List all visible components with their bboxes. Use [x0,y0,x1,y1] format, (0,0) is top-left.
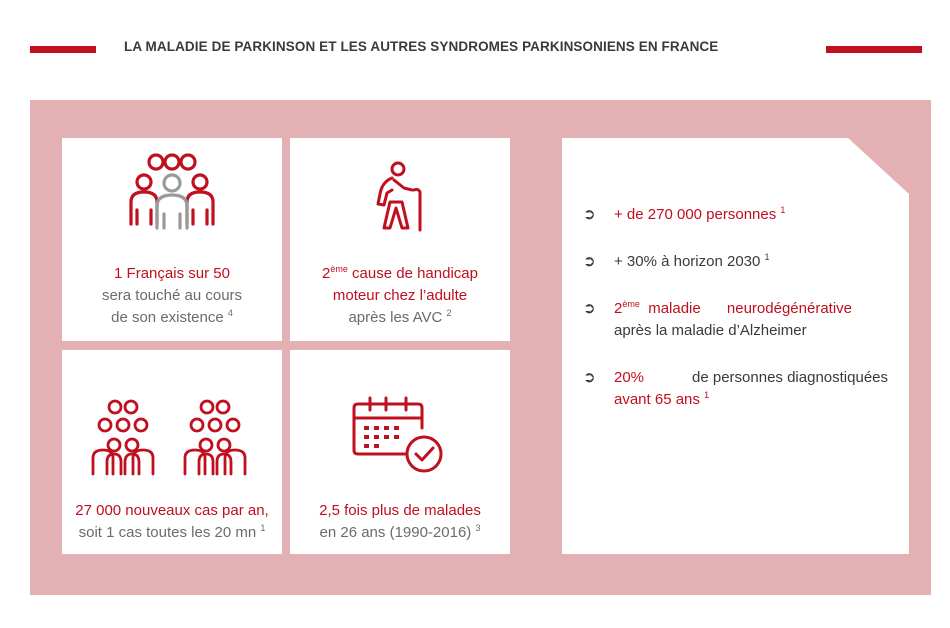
card-2-rank-sup: ème [330,264,348,274]
stat-card-handicap [290,138,510,341]
fact-1-note: 1 [780,205,786,215]
fact-3-detail: après la maladie d’Alzheimer [614,322,807,339]
key-facts-list [583,204,888,436]
fact-3-text: maladie neurodégénérative [648,300,852,317]
fact-4-detail: avant 65 ans [614,391,700,408]
card-1-line-1: 1 Français sur 50 [114,265,230,282]
arrow-bullet-icon: ➲ [583,206,596,223]
fact-3-rank: 2 [614,300,623,317]
card-1-note: 4 [227,308,233,318]
stat-card-prevalence [62,138,282,341]
card-2-line-2: moteur chez l’adulte [332,287,468,304]
page-title: LA MALADIE DE PARKINSON ET LES AUTRES SYNDROMES PARKINSONIENS EN FRANCE [124,39,719,54]
fact-2-text: + 30% à horizon 2030 [614,253,761,270]
card-1-line-3: de son existence [111,309,224,326]
fact-2-note: 1 [764,252,770,262]
card-1-line-2: sera touché au cours [101,287,243,304]
header-bar-right [826,46,922,53]
card-4-line-2: en 26 ans (1990-2016) [319,524,472,541]
stat-card-growth [290,350,510,554]
fact-4-note: 1 [704,390,710,400]
stat-card-new-cases [62,350,282,554]
card-2-note: 2 [446,308,452,318]
header-bar-left [30,46,96,53]
arrow-bullet-icon: ➲ [583,253,596,270]
fact-item [583,367,888,411]
fact-4-text: de personnes diagnostiquées [692,369,888,386]
card-2-line-1: cause de handicap [347,265,478,282]
fact-item [583,298,888,342]
people-group-icon [127,152,217,230]
fact-item [583,204,888,226]
fact-1-text: + de 270 000 personnes [614,206,777,223]
calendar-check-icon [350,394,450,476]
card-4-note: 3 [475,523,481,533]
card-3-line-2: soit 1 cas toutes les 20 mn [78,524,257,541]
card-3-line-1: 27 000 nouveaux cas par an, [75,502,269,519]
card-4-line-1: 2,5 fois plus de malades [319,502,481,519]
card-2-line-3: après les AVC [348,309,443,326]
card-3-note: 1 [260,523,266,533]
fact-4-percent: 20% [614,369,645,386]
elderly-person-cane-icon [368,160,432,232]
fact-3-rank-sup: ème [622,299,640,309]
arrow-bullet-icon: ➲ [583,369,596,386]
card-2-rank: 2 [322,265,331,282]
arrow-bullet-icon: ➲ [583,300,596,317]
fact-item [583,251,888,273]
two-crowds-icon [87,398,257,476]
